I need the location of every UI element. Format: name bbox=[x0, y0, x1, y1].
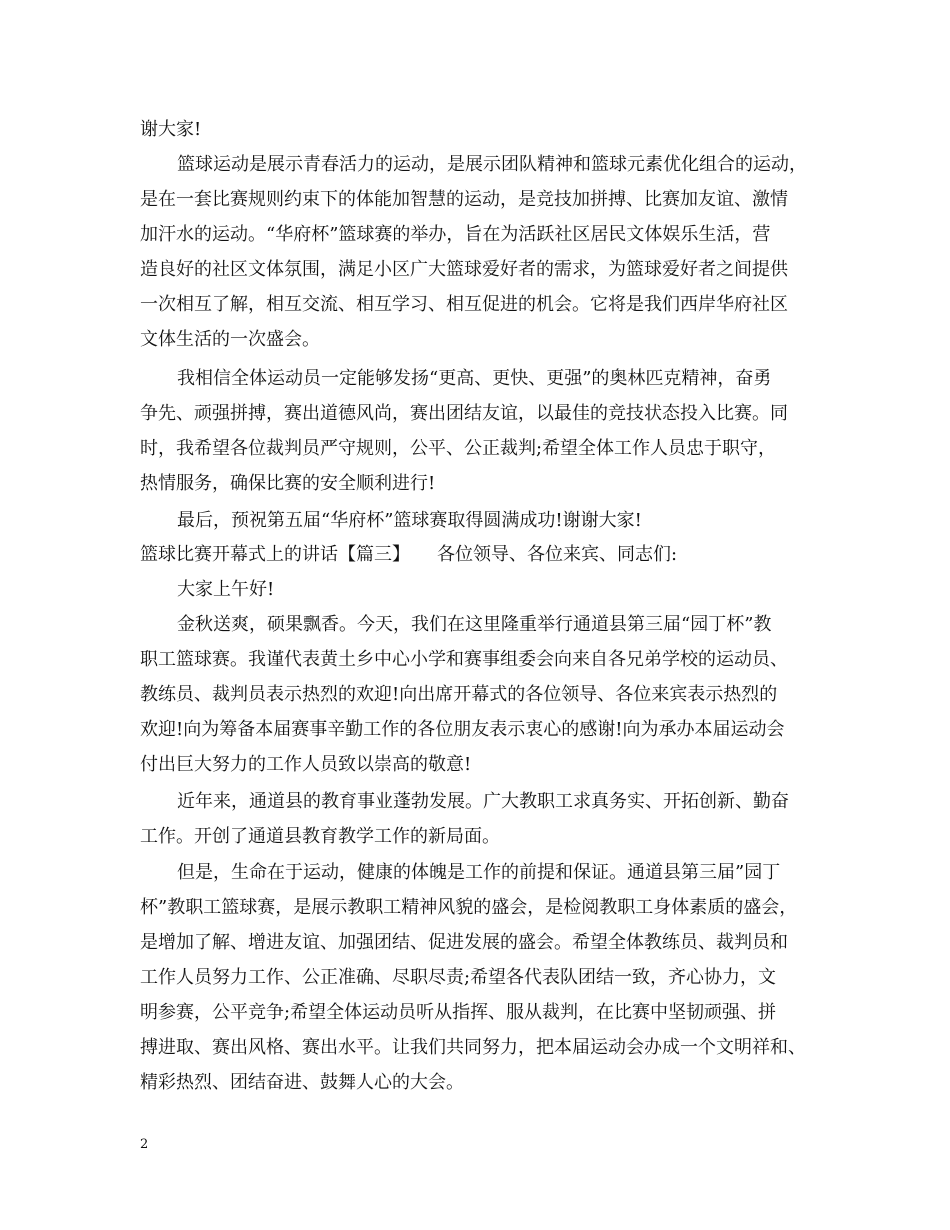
paragraph-start-line: 最后，预祝第五届“华府杯”篮球赛取得圆满成功!谢谢大家! bbox=[177, 510, 642, 531]
text-line: 热情服务，确保比赛的安全顺利进行! bbox=[140, 473, 436, 494]
text-line: 欢迎!向为筹备本届赛事辛勤工作的各位朋友表示衷心的感谢!向为承办本届运动会 bbox=[140, 719, 785, 740]
text-line: 明参赛，公平竞争;希望全体运动员听从指挥、服从裁判，在比赛中坚韧顽强、拼 bbox=[140, 1002, 777, 1023]
text-line: 工作。开创了通道县教育教学工作的新局面。 bbox=[140, 826, 500, 847]
text-line: 谢大家! bbox=[140, 119, 202, 140]
text-line: 是在一套比赛规则约束下的体能加智慧的运动，是竞技加拼搏、比赛加友谊、激情 bbox=[140, 189, 788, 210]
paragraph-start-line: 金秋送爽，硕果飘香。今天，我们在这里隆重举行通道县第三届“园丁杯”教 bbox=[177, 614, 772, 635]
text-line: 一次相互了解，相互交流、相互学习、相互促进的机会。它将是我们西岸华府社区 bbox=[140, 294, 788, 315]
text-line: 付出巨大努力的工作人员致以崇高的敬意! bbox=[140, 754, 472, 775]
greeting-line: 大家上午好! bbox=[177, 579, 275, 600]
page-number: 2 bbox=[140, 1137, 149, 1152]
paragraph-start-line: 近年来，通道县的教育事业蓬勃发展。广大教职工求真务实、开拓创新、勤奋 bbox=[177, 791, 789, 812]
text-line: 杯”教职工篮球赛，是展示教职工精神风貌的盛会，是检阅教职工身体素质的盛会， bbox=[140, 897, 798, 918]
paragraph-start-line: 篮球运动是展示青春活力的运动，是展示团队精神和篮球元素优化组合的运动， bbox=[177, 154, 807, 175]
text-line: 精彩热烈、团结奋进、鼓舞人心的大会。 bbox=[140, 1072, 464, 1093]
text-line: 文体生活的一次盛会。 bbox=[140, 329, 320, 350]
paragraph-start-line: 我相信全体运动员一定能够发扬“更高、更快、更强”的奥林匹克精神，奋勇 bbox=[177, 368, 772, 389]
text-line: 教练员、裁判员表示热烈的欢迎!向出席开幕式的各位领导、各位来宾表示热烈的 bbox=[140, 684, 778, 705]
text-line: 时，我希望各位裁判员严守规则，公平、公正裁判;希望全体工作人员忠于职守， bbox=[140, 438, 777, 459]
text-line: 是增加了解、增进友谊、加强团结、促进发展的盛会。希望全体教练员、裁判员和 bbox=[140, 932, 788, 953]
paragraph-start-line: 但是，生命在于运动，健康的体魄是工作的前提和保证。通道县第三届”园丁 bbox=[177, 862, 781, 883]
text-line: 工作人员努力工作、公正准确、尽职尽责;希望各代表队团结一致，齐心协力，文 bbox=[140, 967, 777, 988]
section-heading-line: 篮球比赛开幕式上的讲话【篇三】 各位领导、各位来宾、同志们: bbox=[140, 544, 678, 565]
text-line: 造良好的社区文体氛围，满足小区广大篮球爱好者的需求，为篮球爱好者之间提供 bbox=[140, 259, 788, 280]
text-line: 争先、顽强拼搏，赛出道德风尚，赛出团结友谊，以最佳的竞技状态投入比赛。同 bbox=[140, 403, 788, 424]
text-line: 搏进取、赛出风格、赛出水平。让我们共同努力，把本届运动会办成一个文明祥和、 bbox=[140, 1037, 806, 1058]
text-line: 加汗水的运动。“华府杯”篮球赛的举办，旨在为活跃社区居民文体娱乐生活，营 bbox=[140, 224, 771, 245]
text-line: 职工篮球赛。我谨代表黄土乡中心小学和赛事组委会向来自各兄弟学校的运动员、 bbox=[140, 649, 788, 670]
